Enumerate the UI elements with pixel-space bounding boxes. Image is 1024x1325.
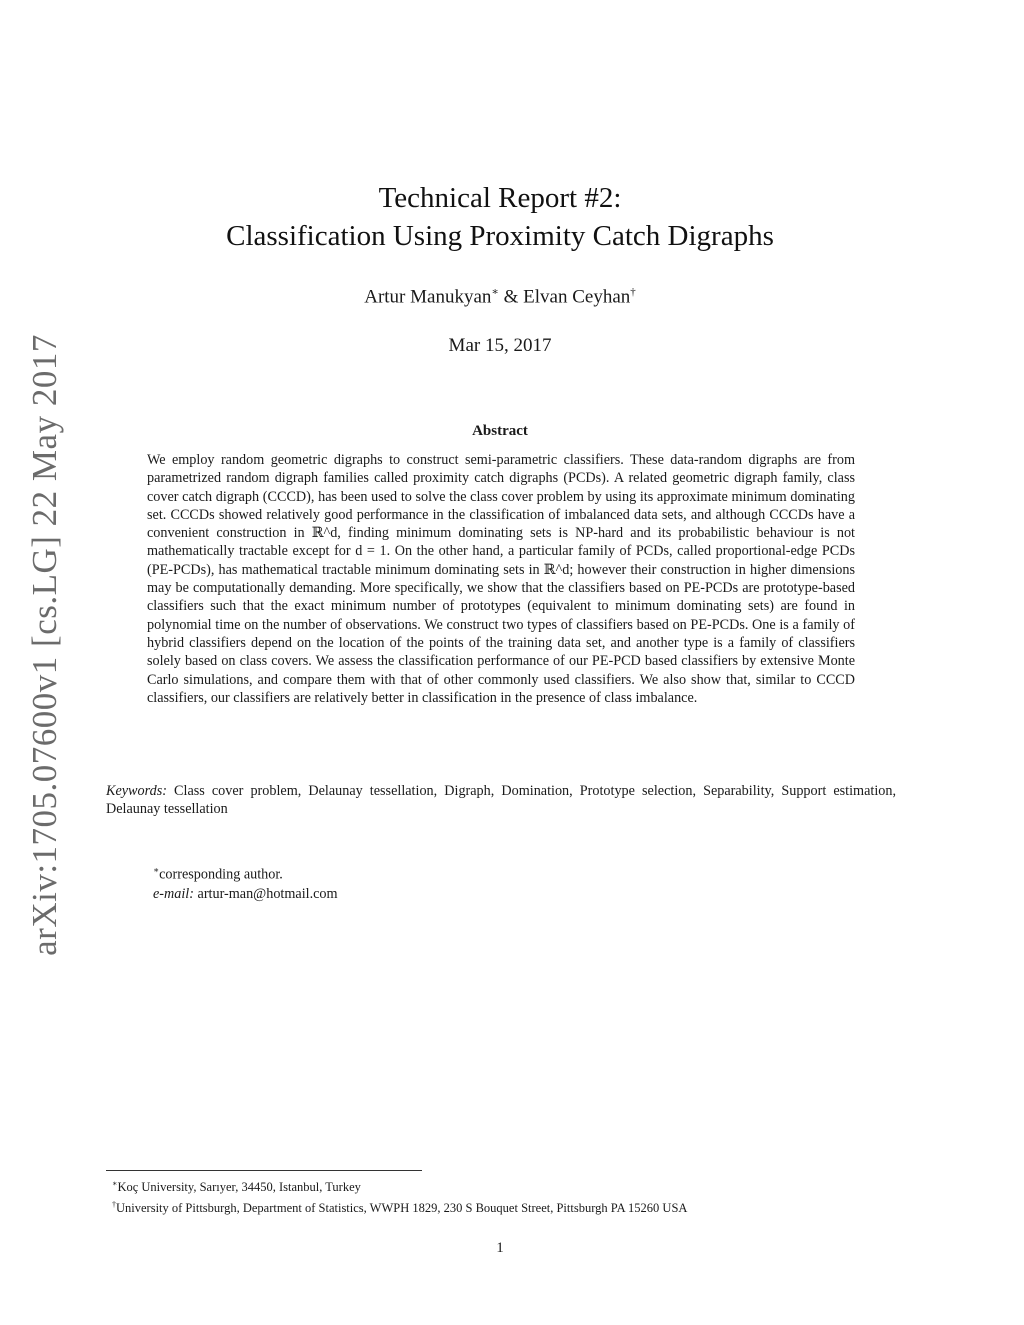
- email-address: artur-man@hotmail.com: [197, 885, 338, 902]
- keywords: [106, 782, 896, 819]
- author-list: [0, 285, 1000, 308]
- footnote-mark: †: [112, 1200, 116, 1210]
- author-footnote-mark: ∗: [491, 286, 499, 298]
- paper-title-line-1: Technical Report #2:: [378, 182, 622, 214]
- paper-title-line-2: Classification Using Proximity Catch Digraphs: [226, 220, 774, 252]
- abstract-body: We employ random geometric digraphs to construct semi-parametric classifiers. These data-random digraphs are from parametrized random digraph families called proximity catch digraphs (PCDs). A related geometric digraph family, class cover catch digraph (CCCD), has been used to solve the class cover problem by using its approximate minimum dominating set. CCCDs showed relatively good performance in the classification of imbalanced data sets, and although CCCDs have a convenient construction in ℝ^d, finding minimum dominating sets is NP-hard and its probabilistic behaviour is not mathematically tractable except for d = 1. On the other hand, a particular family of PCDs, called proportional-edge PCDs (PE-PCDs), has mathematical tractable minimum dominating sets in ℝ^d; however their construction in higher dimensions may be computationally demanding. More specifically, we show that the classifiers based on PE-PCDs are prototype-based classifiers such that the exact minimum number of prototypes (equivalent to minimum dominating sets) are found in polynomial time on the number of observations. We construct two types of classifiers based on PE-PCDs. One is a family of hybrid classifiers depend on the location of the points of the training data set, and another type is a family of classifiers solely based on class covers. We assess the classification performance of our PE-PCD based classifiers by extensive Monte Carlo simulations, and compare them with that of other commonly used classifiers. We also show that, similar to CCCD classifiers, our classifiers are relatively better in classification in the presence of class imbalance.: [147, 452, 855, 706]
- author-footnote-mark: †: [630, 286, 636, 298]
- author-name: Artur Manukyan: [364, 286, 492, 308]
- corresponding-text: corresponding author.: [159, 866, 283, 883]
- corresponding-author-note: [153, 861, 338, 904]
- footnote-mark: ∗: [112, 1179, 118, 1188]
- arxiv-identifier-stamp: arXiv:1705.07600v1 [cs.LG] 22 May 2017: [25, 334, 64, 956]
- footnote-text: University of Pittsburgh, Department of Statistics, WWPH 1829, 230 S Bouquet Street, Pittsburgh PA 15260 USA: [116, 1201, 688, 1216]
- email-label: e-mail:: [153, 885, 194, 902]
- paper-date: Mar 15, 2017: [448, 335, 552, 356]
- footnote-item: [112, 1175, 687, 1196]
- footnote-item: [112, 1196, 687, 1217]
- abstract-heading: Abstract: [472, 423, 528, 439]
- keywords-text: Class cover problem, Delaunay tessellation, Digraph, Domination, Prototype selection, Separability, Support estimation, Delaunay tessellation: [106, 783, 897, 818]
- keywords-label: Keywords:: [106, 783, 167, 799]
- footnote-text: Koç University, Sarıyer, 34450, Istanbul, Turkey: [117, 1180, 361, 1195]
- author-name: Elvan Ceyhan: [523, 286, 631, 308]
- author-separator: &: [498, 286, 524, 308]
- page-number: 1: [496, 1240, 504, 1256]
- footnotes: [112, 1175, 687, 1217]
- corresponding-mark: ∗: [153, 865, 160, 875]
- footnote-divider: [106, 1170, 422, 1171]
